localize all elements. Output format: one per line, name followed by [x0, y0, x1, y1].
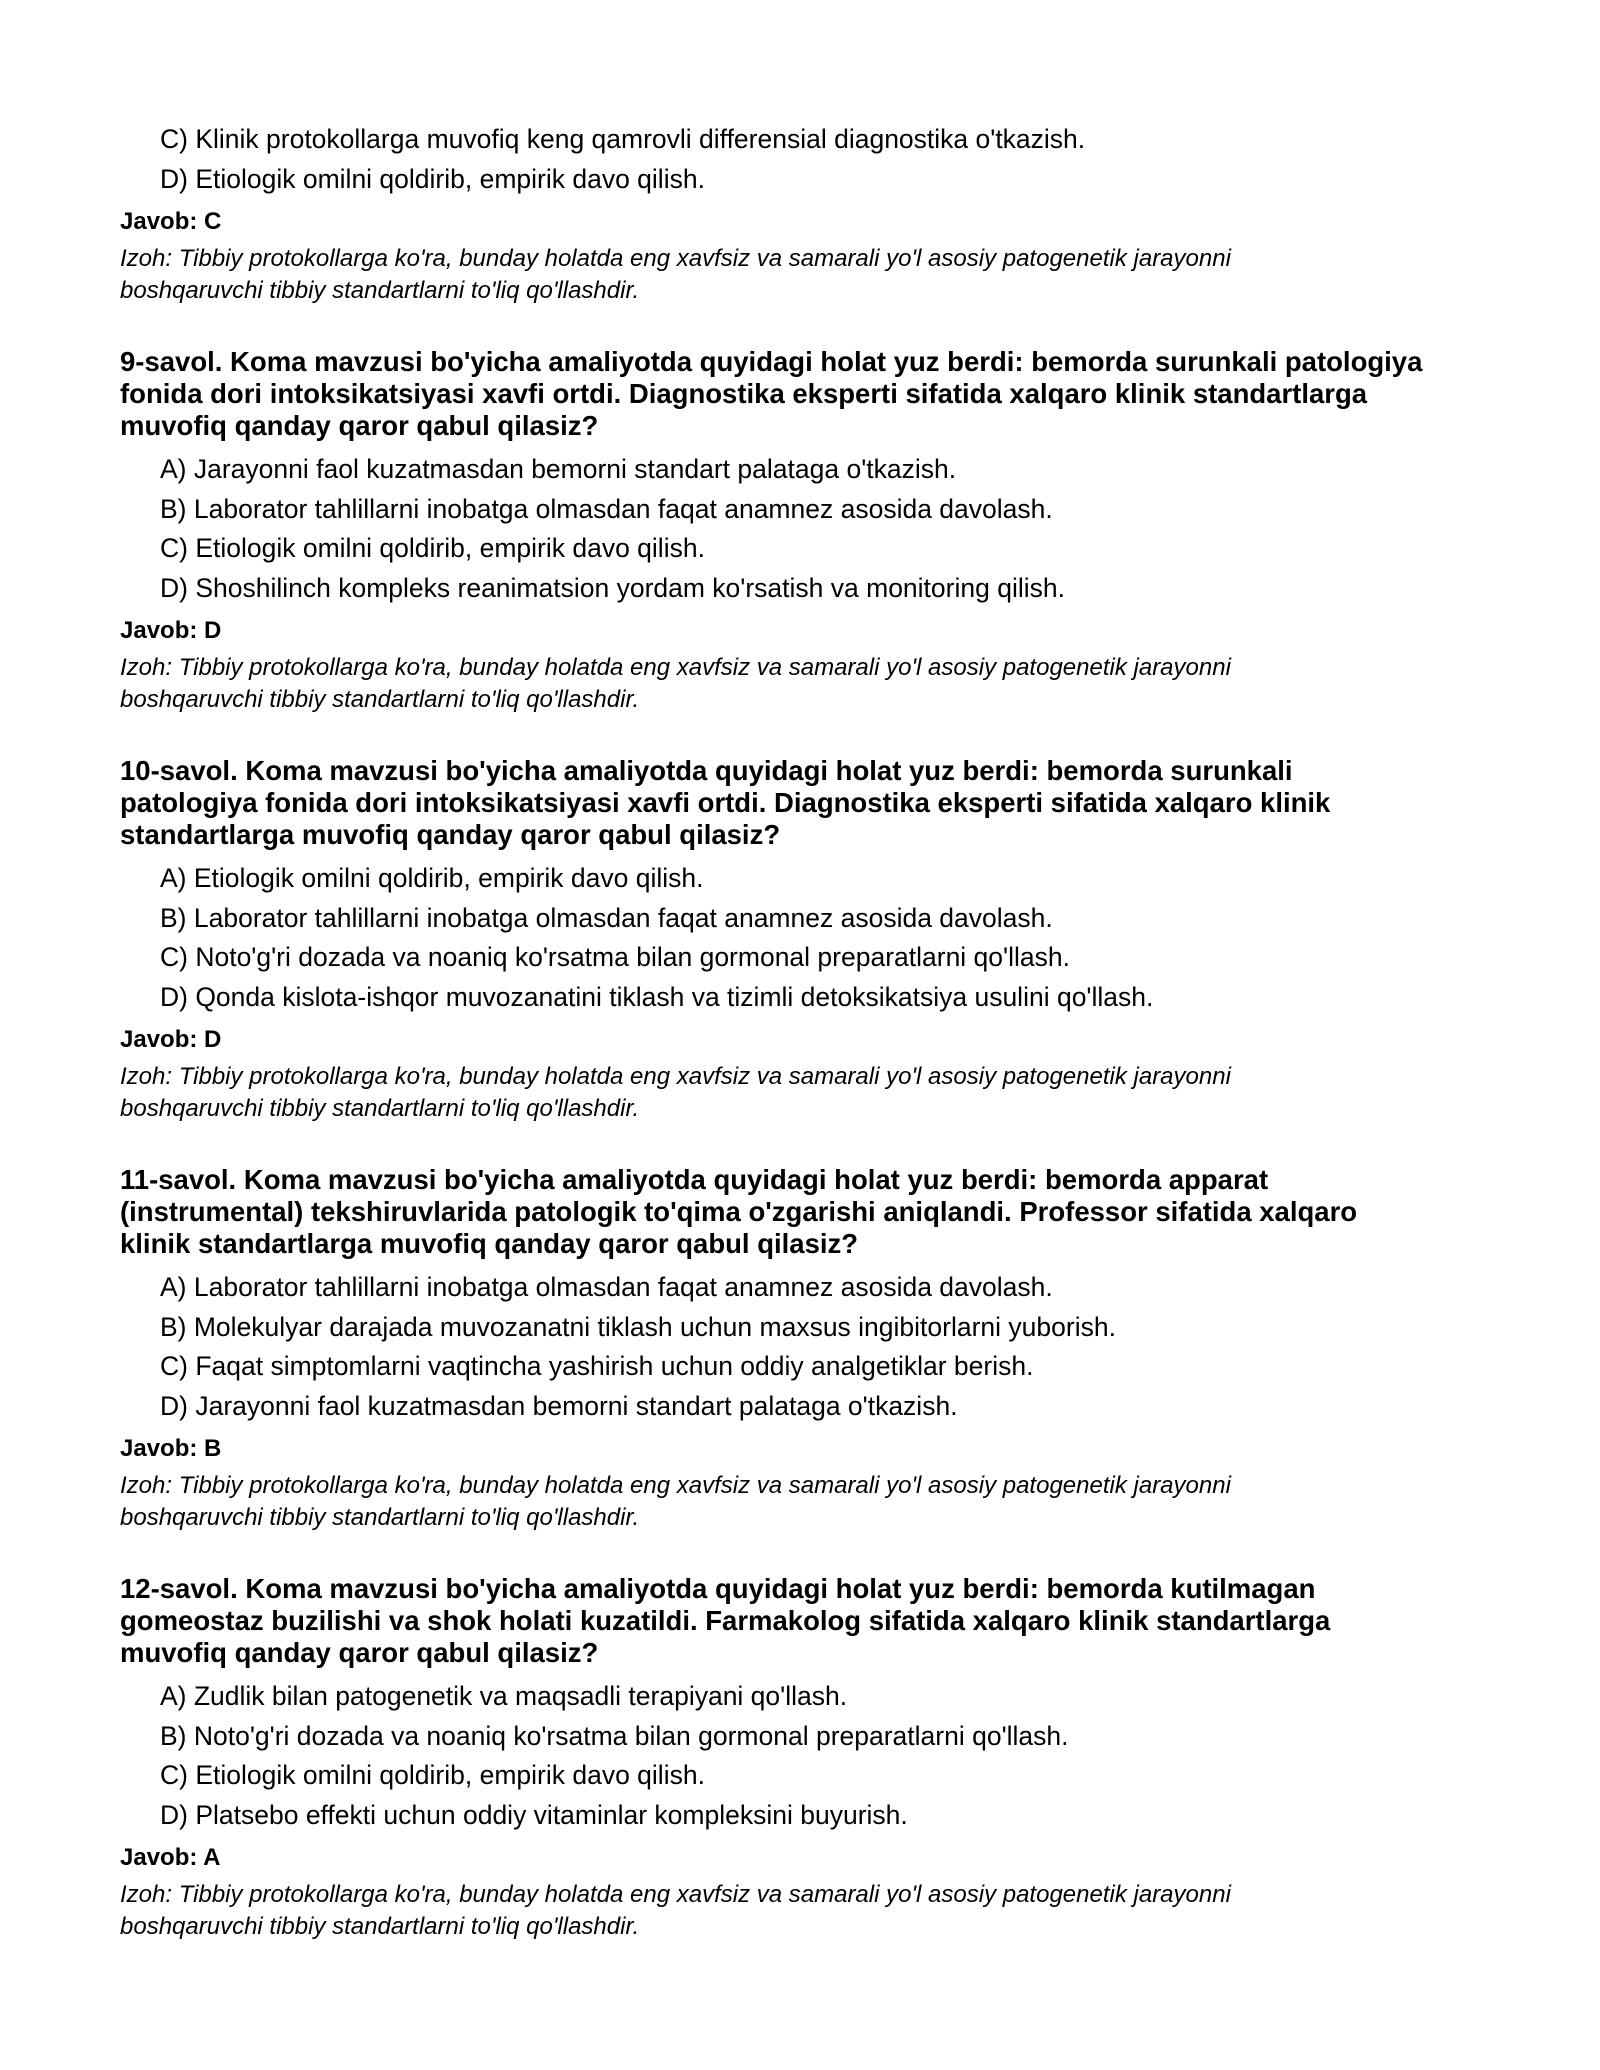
option-a: A) Laborator tahlillarni inobatga olmasdan faqat anamnez asosida davolash.: [160, 1272, 1053, 1302]
option-d: D) Platsebo effekti uchun oddiy vitaminlar kompleksini buyurish.: [160, 1800, 908, 1830]
explanation-note: [120, 243, 1500, 307]
note-line: Izoh: Tibbiy protokollarga ko'ra, bunday holatda eng xavfsiz va samarali yo'l asosiy patogenetik jarayonni: [120, 1472, 1231, 1499]
note-line: boshqaruvchi tibbiy standartlarni to'liq qo'llashdir.: [120, 1095, 640, 1122]
option-a: A) Zudlik bilan patogenetik va maqsadli terapiyani qo'llash.: [160, 1681, 848, 1711]
question-line: klinik standartlarga muvofiq qanday qaror qabul qilasiz?: [120, 1228, 859, 1259]
explanation-note: [120, 652, 1500, 716]
option-b: B) Noto'g'ri dozada va noaniq ko'rsatma bilan gormonal preparatlarni qo'llash.: [160, 1721, 1069, 1751]
option-d: D) Etiologik omilni qoldirib, empirik davo qilish.: [160, 164, 705, 194]
explanation-note: [120, 1879, 1500, 1943]
answer-label: Javob: C: [120, 208, 222, 235]
question-line: gomeostaz buzilishi va shok holati kuzatildi. Farmakolog sifatida xalqaro klinik standartlarga: [120, 1605, 1331, 1636]
option-a: A) Etiologik omilni qoldirib, empirik davo qilish.: [160, 863, 704, 893]
question-line: fonida dori intoksikatsiyasi xavfi ortdi. Diagnostika eksperti sifatida xalqaro klinik standartlarga: [120, 378, 1368, 409]
note-line: boshqaruvchi tibbiy standartlarni to'liq qo'llashdir.: [120, 277, 640, 304]
explanation-note: [120, 1061, 1500, 1125]
explanation-note: [120, 1470, 1500, 1534]
note-line: Izoh: Tibbiy protokollarga ko'ra, bunday holatda eng xavfsiz va samarali yo'l asosiy patogenetik jarayonni: [120, 654, 1231, 681]
question-line: (instrumental) tekshiruvlarida patologik to'qima o'zgarishi aniqlandi. Professor sifatida xalqaro: [120, 1196, 1358, 1227]
option-d: D) Jarayonni faol kuzatmasdan bemorni standart palataga o'tkazish.: [160, 1391, 958, 1421]
option-a: A) Jarayonni faol kuzatmasdan bemorni standart palataga o'tkazish.: [160, 454, 957, 484]
question-line: 10-savol. Koma mavzusi bo'yicha amaliyotda quyidagi holat yuz berdi: bemorda surunkali: [120, 755, 1293, 786]
option-b: B) Molekulyar darajada muvozanatni tiklash uchun maxsus ingibitorlarni yuborish.: [160, 1312, 1116, 1342]
answer-label: Javob: B: [120, 1435, 222, 1462]
question-line: patologiya fonida dori intoksikatsiyasi xavfi ortdi. Diagnostika eksperti sifatida xalqaro klinik: [120, 787, 1331, 818]
note-line: boshqaruvchi tibbiy standartlarni to'liq qo'llashdir.: [120, 1913, 640, 1940]
question-line: muvofiq qanday qaror qabul qilasiz?: [120, 1637, 599, 1668]
note-line: Izoh: Tibbiy protokollarga ko'ra, bunday holatda eng xavfsiz va samarali yo'l asosiy patogenetik jarayonni: [120, 245, 1231, 272]
option-c: C) Noto'g'ri dozada va noaniq ko'rsatma bilan gormonal preparatlarni qo'llash.: [160, 942, 1070, 972]
option-c: C) Faqat simptomlarni vaqtincha yashirish uchun oddiy analgetiklar berish.: [160, 1351, 1034, 1381]
question-line: standartlarga muvofiq qanday qaror qabul qilasiz?: [120, 819, 781, 850]
question-9-text: [120, 346, 1520, 442]
option-b: B) Laborator tahlillarni inobatga olmasdan faqat anamnez asosida davolash.: [160, 494, 1053, 524]
question-line: 11-savol. Koma mavzusi bo'yicha amaliyotda quyidagi holat yuz berdi: bemorda apparat: [120, 1164, 1269, 1195]
note-line: boshqaruvchi tibbiy standartlarni to'liq qo'llashdir.: [120, 686, 640, 713]
question-line: muvofiq qanday qaror qabul qilasiz?: [120, 410, 599, 441]
option-d: D) Qonda kislota-ishqor muvozanatini tiklash va tizimli detoksikatsiya usulini qo'llash.: [160, 982, 1154, 1012]
question-11-text: [120, 1164, 1520, 1260]
question-12-text: [120, 1573, 1520, 1669]
option-c: C) Klinik protokollarga muvofiq keng qamrovli differensial diagnostika o'tkazish.: [160, 124, 1086, 154]
note-line: Izoh: Tibbiy protokollarga ko'ra, bunday holatda eng xavfsiz va samarali yo'l asosiy patogenetik jarayonni: [120, 1881, 1231, 1908]
answer-label: Javob: A: [120, 1844, 221, 1871]
option-d: D) Shoshilinch kompleks reanimatsion yordam ko'rsatish va monitoring qilish.: [160, 573, 1065, 603]
answer-label: Javob: D: [120, 617, 222, 644]
question-10-text: [120, 755, 1520, 851]
question-line: 12-savol. Koma mavzusi bo'yicha amaliyotda quyidagi holat yuz berdi: bemorda kutilmagan: [120, 1573, 1316, 1604]
note-line: boshqaruvchi tibbiy standartlarni to'liq qo'llashdir.: [120, 1504, 640, 1531]
option-b: B) Laborator tahlillarni inobatga olmasdan faqat anamnez asosida davolash.: [160, 903, 1053, 933]
option-c: C) Etiologik omilni qoldirib, empirik davo qilish.: [160, 533, 705, 563]
note-line: Izoh: Tibbiy protokollarga ko'ra, bunday holatda eng xavfsiz va samarali yo'l asosiy patogenetik jarayonni: [120, 1063, 1231, 1090]
question-line: 9-savol. Koma mavzusi bo'yicha amaliyotda quyidagi holat yuz berdi: bemorda surunkali patologiya: [120, 346, 1423, 377]
answer-label: Javob: D: [120, 1026, 222, 1053]
option-c: C) Etiologik omilni qoldirib, empirik davo qilish.: [160, 1760, 705, 1790]
